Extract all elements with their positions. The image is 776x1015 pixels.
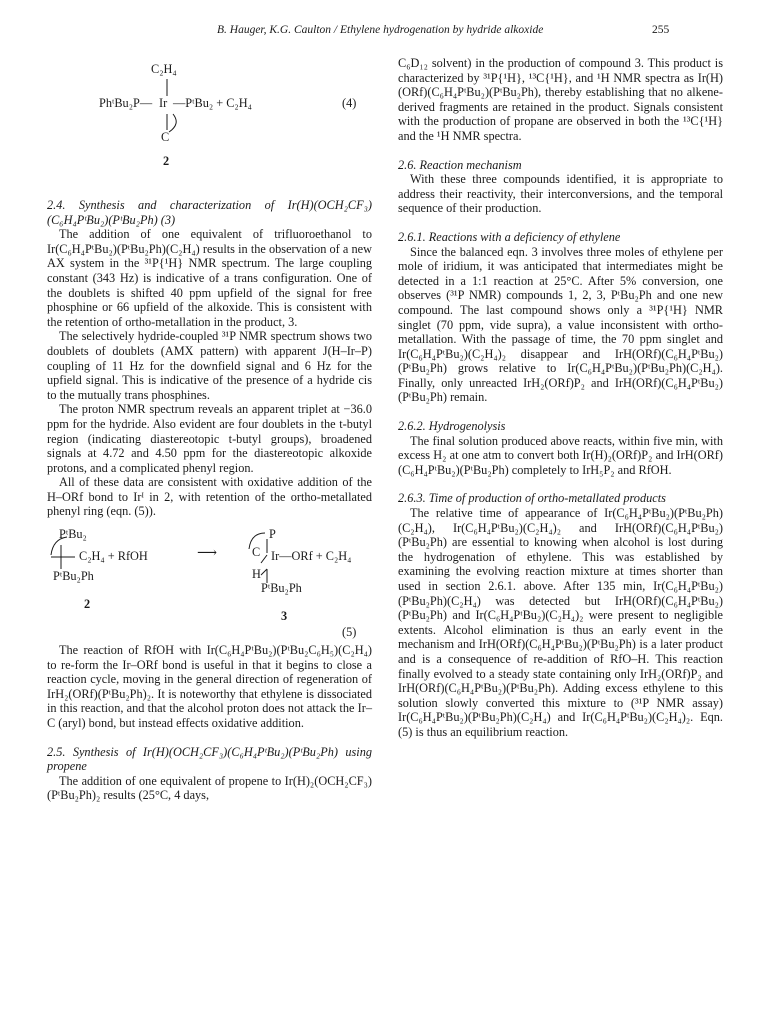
scheme4-right-group: —PᵗBu₂ + C₂H₄ (173, 96, 252, 110)
eqn-5-number: (5) (342, 625, 357, 640)
section-2-5-para-1: The addition of one equivalent of propene to Ir(H)₂(OCH₂CF₃)(PᵗBu₂Ph)₂ results (25°C, 4 days, (47, 773, 372, 803)
scheme-eqn-5 (47, 525, 372, 643)
scheme4-bonds (47, 66, 372, 198)
scheme5-right-mid: Ir—ORf + C₂H₄ (271, 549, 352, 564)
eqn-4-number: (4) (342, 96, 357, 110)
section-2-5-continuation: C₆D₁₂ solvent) in the production of compound 3. This product is characterized by ³¹P{¹H}, ¹³C{¹H}, and ¹H NMR spectra as Ir(H)(ORf)(C₆H₄PᵗBu₂)(PᵗBu₂Ph), thereby establishing that no alkene-derived fragments are retained in the product. Signals consistent with the production of propane are observed in both the ¹³C{¹H} and the ¹H NMR spectra. (398, 56, 723, 143)
running-title: B. Hauger, K.G. Caulton / Ethylene hydrogenation by hydride alkoxide (217, 24, 544, 36)
section-2-6-2-title: 2.6.2. Hydrogenolysis (398, 419, 506, 434)
right-column (398, 56, 723, 740)
scheme-eqn-4 (47, 62, 372, 198)
section-2-6-1-title: 2.6.1. Reactions with a deficiency of ethylene (398, 229, 621, 244)
section-2-4-para-1: The addition of one equivalent of trifluoroethanol to Ir(C₆H₄PᵗBu₂)(PᵗBu₂Ph)(C₂H₄) results in the observation of a new AX system in the ³¹P{¹H} NMR spectrum. The large coupling constant (343 Hz) is indicative of a trans configuration. One of the doublets is shifted 40 ppm upfield of the signal for free phosphine or 66 upfield of the alkoxide. This is consistent with the retention of ortho-metallation in the product, 3. (47, 227, 372, 329)
section-2-6-2-para-1: The final solution produced above reacts, within five min, with excess H₂ at one atm to convert both Ir(H)₂(ORf)P₂ and IrH(ORf)(C₆H₄PᵗBu₂)(PᵗBu₂Ph) completely to IrH₅P₂ and RfOH. (398, 433, 723, 477)
scheme4-left-group: PhᵗBu₂P— (99, 96, 153, 110)
section-2-4-para-4: All of these data are consistent with oxidative addition of the H–ORf bond to Irᴵ in 2, with retention of the ortho-metallated phenyl ring (eqn. (5)). (47, 475, 372, 519)
compound-2-label: 2 (163, 154, 170, 168)
page-number: 255 (652, 24, 670, 36)
scheme4-metal: Ir (159, 96, 168, 110)
scheme4-bottom-c: C (161, 130, 170, 144)
scheme5-arrow: ⟶ (197, 546, 218, 562)
scheme5-bonds (47, 525, 372, 643)
scheme5-left-bottom: PᵗBu₂Ph (53, 569, 94, 584)
left-column (47, 62, 372, 803)
scheme5-right-p: P (269, 527, 276, 542)
compound-2-label-eqn5: 2 (84, 597, 91, 612)
scheme5-right-bottom: PᵗBu₂Ph (261, 581, 302, 596)
compound-3-label: 3 (281, 609, 288, 624)
section-2-6-3-para-1: The relative time of appearance of Ir(C₆H₄PᵗBu₂)(PᵗBu₂Ph)(C₂H₄), Ir(C₆H₄PᵗBu₂)(C₂H₄)₂ and IrH(ORf)(C₆H₄PᵗBu₂)(PᵗBu₂Ph) are essential to knowing when alcohol is lost during the hydrogenation of ethylene. This was established by examining the evolving reaction mixture at times shorter than used in section 2.6.1. above. After 135 min, Ir(C₆H₄PᵗBu₂)(PᵗBu₂Ph)(C₂H₄) was detected but IrH(ORf)(C₆H₄PᵗBu₂)(PᵗBu₂Ph) and Ir(C₆H₄PᵗBu₂)(C₂H₄)₂ were present to negligible extents. Alcohol elimination is thus an early event in the mechanism and IrH(ORf)(C₆H₄PᵗBu₂)(PᵗBu₂Ph) is a later product and is a consequence of re-addition of RfO–H. This reaction finally evolved to a steady state containing only IrH₂(ORf)P₂ and IrH(ORf)(C₆H₄PᵗBu₂)(PᵗBu₂Ph). Adding excess ethylene to this solution slowly converted this mixture to (³¹P NMR assay) Ir(C₆H₄PᵗBu₂)(PᵗBu₂Ph)(C₂H₄) and Ir(C₆H₄PᵗBu₂)(C₂H₄)₂. Eqn. (5) is thus an equilibrium reaction. (398, 506, 723, 739)
section-2-6-1-para-1: Since the balanced eqn. 3 involves three moles of ethylene per mole of iridium, it was anticipated that intermediates might be detected in a 1:1 reaction at 25°C. After 5% conversion, one observes (³¹P NMR) compounds 1, 2, 3, PᵗBu₂Ph and one new compound. The last compound shows only a ³¹P{¹H} NMR singlet (70 ppm, vide supra), a value inconsistent with ortho-metallation. With the passage of time, the 70 ppm singlet and Ir(C₆H₄PᵗBu₂)(C₂H₄)₂ disappear and IrH(ORf)(C₆H₄PᵗBu₂)(PᵗBu₂Ph) grows relative to Ir(C₆H₄PᵗBu₂)(PᵗBu₂Ph)(C₂H₄). Finally, only unreacted IrH₂(ORf)P₂ and IrH(ORf)(C₆H₄PᵗBu₂)(PᵗBu₂Ph) remain. (398, 244, 723, 405)
section-2-4-para-3: The proton NMR spectrum reveals an apparent triplet at −36.0 ppm for the hydride. Also evident are four doublets in the t-butyl region (indicating diastereotopic t-butyl groups), broadened signals at 4.72 and 4.50 ppm for the diastereotopic alkoxide protons, and a complicated phenyl region. (47, 402, 372, 475)
section-2-5-title: 2.5. Synthesis of Ir(H)(OCH₂CF₃)(C₆H₄PᵗBu₂)(PᵗBu₂Ph) using propene (47, 744, 372, 774)
scheme5-left-top: PᵗBu₂ (59, 527, 87, 542)
scheme4-top-ligand: C₂H₄ (151, 62, 177, 76)
section-2-6-para-1: With these three compounds identified, it is appropriate to address their reactivity, their interconversions, and the temporal sequence of their production. (398, 172, 723, 216)
scheme5-left-mid: C₂H₄ + RfOH (79, 549, 148, 564)
section-2-4-para-5: The reaction of RfOH with Ir(C₆H₄PᵗBu₂)(PᵗBu₂C₆H₅)(C₂H₄) to re-form the Ir–ORf bond is useful in that it begins to close a reaction cycle, moving in the general direction of regeneration of IrH₂(ORf)(PᵗBu₂Ph)₂. It is noteworthy that ethylene is dissociated in this reaction, and that the alcohol proton does not attack the Ir–C (aryl) bond, but instead effects oxidative addition. (47, 643, 372, 731)
scheme5-right-h: H (252, 567, 261, 582)
section-2-6-title: 2.6. Reaction mechanism (398, 157, 522, 172)
section-2-6-3-title: 2.6.3. Time of production of ortho-metallated products (398, 491, 666, 506)
section-2-4-para-2: The selectively hydride-coupled ³¹P NMR spectrum shows two doublets of doublets (AMX pattern) with apparent J(H–Ir–P) coupling of 11 Hz for the downfield signal and 6 Hz for the upfield signal. This is indicative of the presence of a hydride cis to the mutually trans phosphines. (47, 329, 372, 402)
section-2-4-title: 2.4. Synthesis and characterization of Ir(H)(OCH₂CF₃)(C₆H₄PᵗBu₂)(PᵗBu₂Ph) (3) (47, 198, 372, 227)
scheme5-right-c: C (252, 545, 261, 560)
